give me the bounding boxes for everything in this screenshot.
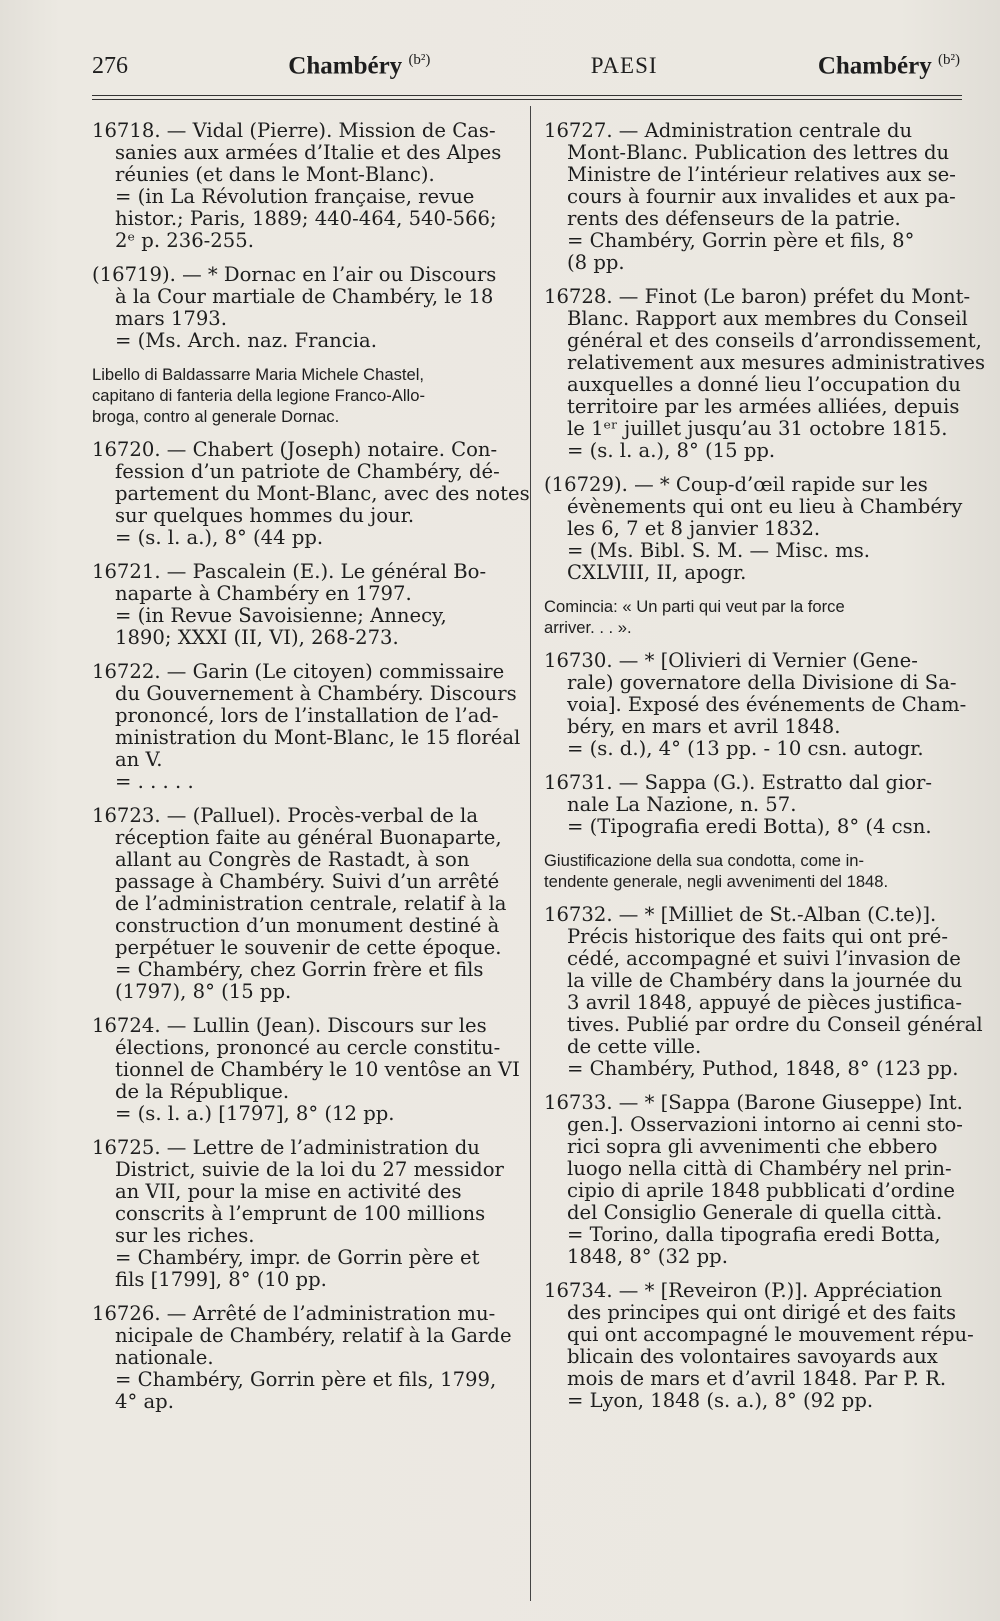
entry-line: 2ᵉ p. 236-255. bbox=[115, 229, 254, 252]
entry-line: rale) governatore della Divisione di Sa- bbox=[567, 671, 957, 694]
entry-note bbox=[544, 850, 966, 892]
entry-line: cipio di aprile 1848 pubblicati d’ordine bbox=[567, 1179, 955, 1202]
entry-line: le 1ᵉʳ juillet jusqu’au 31 octobre 1815. bbox=[567, 417, 948, 440]
entry-line: 4° ap. bbox=[115, 1390, 174, 1413]
entry-line: réunies (et dans le Mont-Blanc). bbox=[115, 163, 435, 186]
entry-line: sanies aux armées d’Italie et des Alpes bbox=[115, 141, 502, 164]
entry-line: ministration du Mont-Blanc, le 15 floréal bbox=[115, 726, 521, 749]
entry-line: 16725. — Lettre de l’administration du bbox=[92, 1136, 480, 1159]
entry-line: qui ont accompagné le mouvement répu- bbox=[567, 1323, 974, 1346]
entry-line: nale La Nazione, n. 57. bbox=[567, 793, 797, 816]
entry-line: relativement aux mesures administratives bbox=[567, 351, 986, 374]
entry-line: = (s. l. a.) [1797], 8° (12 pp. bbox=[115, 1102, 395, 1125]
note-line: capitano di fanteria della legione Franco-Allo- bbox=[92, 386, 425, 405]
entry-line: = (in La Révolution française, revue bbox=[115, 185, 475, 208]
header-rule-top bbox=[92, 95, 962, 96]
entry-line: des principes qui ont dirigé et des faits bbox=[567, 1301, 957, 1324]
entry-line: = (Ms. Arch. naz. Francia. bbox=[115, 329, 377, 352]
column-divider bbox=[530, 106, 531, 1601]
entry-line: sur les riches. bbox=[115, 1224, 255, 1247]
entry-line: Blanc. Rapport aux membres du Conseil bbox=[567, 307, 968, 330]
running-head-right-text: Chambéry bbox=[817, 52, 932, 80]
entry-line: 16731. — Sappa (G.). Estratto dal gior- bbox=[544, 771, 933, 794]
entry-line: District, suivie de la loi du 27 messidor bbox=[115, 1158, 504, 1181]
entry-line: fils [1799], 8° (10 pp. bbox=[115, 1268, 327, 1291]
entry-line: 16720. — Chabert (Joseph) notaire. Con- bbox=[92, 438, 498, 461]
note-line: Comincia: « Un parti qui veut par la force bbox=[544, 597, 845, 616]
entry-line: (16729). — * Coup-d’œil rapide sur les bbox=[544, 473, 928, 496]
entry-line: = Chambéry, chez Gorrin frère et fils bbox=[115, 958, 484, 981]
entry-line: 16718. — Vidal (Pierre). Mission de Cas- bbox=[92, 119, 496, 142]
catalog-entry bbox=[92, 264, 520, 352]
entry-line: tives. Publié par ordre du Conseil général bbox=[567, 1013, 983, 1036]
entry-line: = Torino, dalla tipografia eredi Botta, bbox=[567, 1223, 941, 1246]
entry-line: la ville de Chambéry dans la journée du bbox=[567, 969, 963, 992]
catalog-entry bbox=[92, 438, 530, 549]
entry-line: évènements qui ont eu lieu à Chambéry bbox=[567, 495, 963, 518]
entry-line: gen.]. Osservazioni intorno ai cenni sto- bbox=[567, 1113, 963, 1136]
entry-line: conscrits à l’emprunt de 100 millions bbox=[115, 1202, 486, 1225]
running-head-left-text: Chambéry bbox=[288, 52, 403, 80]
entry-line: (8 pp. bbox=[567, 251, 625, 274]
center-title: PAESI bbox=[590, 53, 658, 79]
running-head-left-sup: (b²) bbox=[408, 52, 431, 68]
entry-line: territoire par les armées alliées, depuis bbox=[567, 395, 960, 418]
entry-line: 16727. — Administration centrale du bbox=[544, 119, 913, 142]
entry-line: = Lyon, 1848 (s. a.), 8° (92 pp. bbox=[567, 1389, 874, 1412]
entry-line: = Chambéry, Gorrin père et fils, 8° bbox=[567, 229, 915, 252]
entry-line: CXLVIII, II, apogr. bbox=[567, 561, 747, 584]
entry-note bbox=[92, 364, 520, 427]
note-line: Giustificazione della sua condotta, come in- bbox=[544, 851, 865, 870]
entry-line: allant au Congrès de Rastadt, à son bbox=[115, 848, 470, 871]
entry-line: an V. bbox=[115, 748, 163, 771]
entry-line: 16723. — (Palluel). Procès-verbal de la bbox=[92, 804, 479, 827]
note-line: arriver. . . ». bbox=[544, 618, 632, 637]
entry-line: 16730. — * [Olivieri di Vernier (Gene- bbox=[544, 649, 918, 672]
catalog-entry bbox=[544, 120, 966, 274]
entry-line: (16719). — * Dornac en l’air ou Discours bbox=[92, 263, 497, 286]
catalog-entry bbox=[544, 903, 983, 1080]
entry-line: mois de mars et d’avril 1848. Par P. R. bbox=[567, 1367, 947, 1390]
entry-line: an VII, pour la mise en activité des bbox=[115, 1180, 462, 1203]
running-head-right-sup: (b²) bbox=[937, 52, 960, 68]
entry-line: = Chambéry, Puthod, 1848, 8° (123 pp. bbox=[567, 1057, 959, 1080]
catalog-entry bbox=[92, 120, 520, 252]
entry-line: cédé, accompagné et suivi l’invasion de bbox=[567, 947, 961, 970]
note-line: Libello di Baldassarre Maria Michele Chastel, bbox=[92, 365, 425, 384]
catalog-entry bbox=[92, 1303, 520, 1413]
entry-line: = (s. l. a.), 8° (15 pp. bbox=[567, 439, 776, 462]
entry-line: du Gouvernement à Chambéry. Discours bbox=[115, 682, 517, 705]
entry-line: 1890; XXXI (II, VI), 268-273. bbox=[115, 626, 399, 649]
entry-line: perpétuer le souvenir de cette époque. bbox=[115, 936, 502, 959]
running-head-left bbox=[288, 52, 430, 80]
entry-line: général et des conseils d’arrondissement, bbox=[567, 329, 982, 352]
catalog-entry bbox=[544, 1279, 974, 1412]
page-number: 276 bbox=[92, 53, 128, 80]
running-head-right bbox=[818, 52, 960, 80]
entry-line: tionnel de Chambéry le 10 ventôse an VI bbox=[115, 1058, 520, 1081]
entry-line: = . . . . . bbox=[115, 770, 194, 793]
catalog-entry bbox=[544, 1092, 966, 1268]
catalog-entry bbox=[92, 561, 520, 649]
entry-line: = (in Revue Savoisienne; Annecy, bbox=[115, 604, 447, 627]
entry-line: Précis historique des faits qui ont pré- bbox=[567, 925, 948, 948]
entry-line: élections, prononcé au cercle constitu- bbox=[115, 1036, 501, 1059]
entry-line: mars 1793. bbox=[115, 307, 228, 330]
entry-line: fession d’un patriote de Chambéry, dé- bbox=[115, 460, 500, 483]
entry-line: de l’administration centrale, relatif à la bbox=[115, 892, 507, 915]
entry-line: 16732. — * [Milliet de St.-Alban (C.te)]. bbox=[544, 903, 937, 926]
entry-line: rici sopra gli avvenimenti che ebbero bbox=[567, 1135, 938, 1158]
entry-line: 16734. — * [Reveiron (P.)]. Appréciation bbox=[544, 1279, 943, 1302]
entry-line: à la Cour martiale de Chambéry, le 18 bbox=[115, 285, 494, 308]
entry-line: = (s. l. a.), 8° (44 pp. bbox=[115, 526, 324, 549]
entry-line: béry, en mars et avril 1848. bbox=[567, 715, 841, 738]
entry-line: rents des défenseurs de la patrie. bbox=[567, 207, 901, 230]
catalog-entry bbox=[92, 1137, 520, 1291]
entry-line: nicipale de Chambéry, relatif à la Garde bbox=[115, 1324, 512, 1347]
entry-line: prononcé, lors de l’installation de l’ad- bbox=[115, 704, 499, 727]
entry-line: = (Ms. Bibl. S. M. — Misc. ms. bbox=[567, 539, 870, 562]
left-column bbox=[92, 119, 530, 1425]
entry-line: de cette ville. bbox=[567, 1035, 702, 1058]
entry-line: passage à Chambéry. Suivi d’un arrêté bbox=[115, 870, 500, 893]
running-header bbox=[92, 52, 960, 92]
entry-line: = (Tipografia eredi Botta), 8° (4 csn. bbox=[567, 815, 932, 838]
entry-line: construction d’un monument destiné à bbox=[115, 914, 500, 937]
entry-line: les 6, 7 et 8 janvier 1832. bbox=[567, 517, 821, 540]
entry-line: réception faite au général Buonaparte, bbox=[115, 826, 502, 849]
entry-line: Ministre de l’intérieur relatives aux se- bbox=[567, 163, 956, 186]
right-column bbox=[544, 119, 986, 1424]
entry-line: luogo nella città di Chambéry nel prin- bbox=[567, 1157, 952, 1180]
entry-line: 16728. — Finot (Le baron) préfet du Mont- bbox=[544, 285, 971, 308]
entry-line: (1797), 8° (15 pp. bbox=[115, 980, 292, 1003]
entry-note bbox=[544, 596, 966, 638]
entry-line: del Consiglio Generale di quella città. bbox=[567, 1201, 943, 1224]
entry-line: 16722. — Garin (Le citoyen) commissaire bbox=[92, 660, 505, 683]
entry-line: 1848, 8° (32 pp. bbox=[567, 1245, 728, 1268]
note-line: tendente generale, negli avvenimenti del 1848. bbox=[544, 872, 889, 891]
entry-line: cours à fournir aux invalides et aux pa- bbox=[567, 185, 956, 208]
catalog-entry bbox=[544, 650, 966, 760]
catalog-entry bbox=[92, 1015, 520, 1125]
entry-line: 16733. — * [Sappa (Barone Giuseppe) Int. bbox=[544, 1091, 963, 1114]
entry-line: sur quelques hommes du jour. bbox=[115, 504, 415, 527]
entry-line: naparte à Chambéry en 1797. bbox=[115, 582, 412, 605]
note-line: broga, contro al generale Dornac. bbox=[92, 407, 340, 426]
catalog-entry bbox=[92, 661, 520, 793]
entry-line: = Chambéry, Gorrin père et fils, 1799, bbox=[115, 1368, 497, 1391]
entry-line: 16726. — Arrêté de l’administration mu- bbox=[92, 1302, 496, 1325]
entry-line: histor.; Paris, 1889; 440-464, 540-566; bbox=[115, 207, 497, 230]
entry-line: de la République. bbox=[115, 1080, 290, 1103]
entry-line: partement du Mont-Blanc, avec des notes bbox=[115, 482, 530, 505]
entry-line: Mont-Blanc. Publication des lettres du bbox=[567, 141, 950, 164]
entry-line: 16724. — Lullin (Jean). Discours sur les bbox=[92, 1014, 487, 1037]
entry-line: nationale. bbox=[115, 1346, 214, 1369]
entry-line: blicain des volontaires savoyards aux bbox=[567, 1345, 938, 1368]
header-rule-bottom bbox=[92, 99, 962, 100]
entry-line: auxquelles a donné lieu l’occupation du bbox=[567, 373, 961, 396]
catalog-entry bbox=[544, 285, 986, 462]
catalog-entry bbox=[544, 474, 966, 584]
catalog-entry bbox=[544, 772, 966, 838]
catalog-entry bbox=[92, 805, 520, 1003]
entry-line: voia]. Exposé des événements de Cham- bbox=[567, 693, 967, 716]
entry-line: = (s. d.), 4° (13 pp. - 10 csn. autogr. bbox=[567, 737, 924, 760]
entry-line: 16721. — Pascalein (E.). Le général Bo- bbox=[92, 560, 487, 583]
entry-line: = Chambéry, impr. de Gorrin père et bbox=[115, 1246, 480, 1269]
entry-line: 3 avril 1848, appuyé de pièces justifica- bbox=[567, 991, 963, 1014]
